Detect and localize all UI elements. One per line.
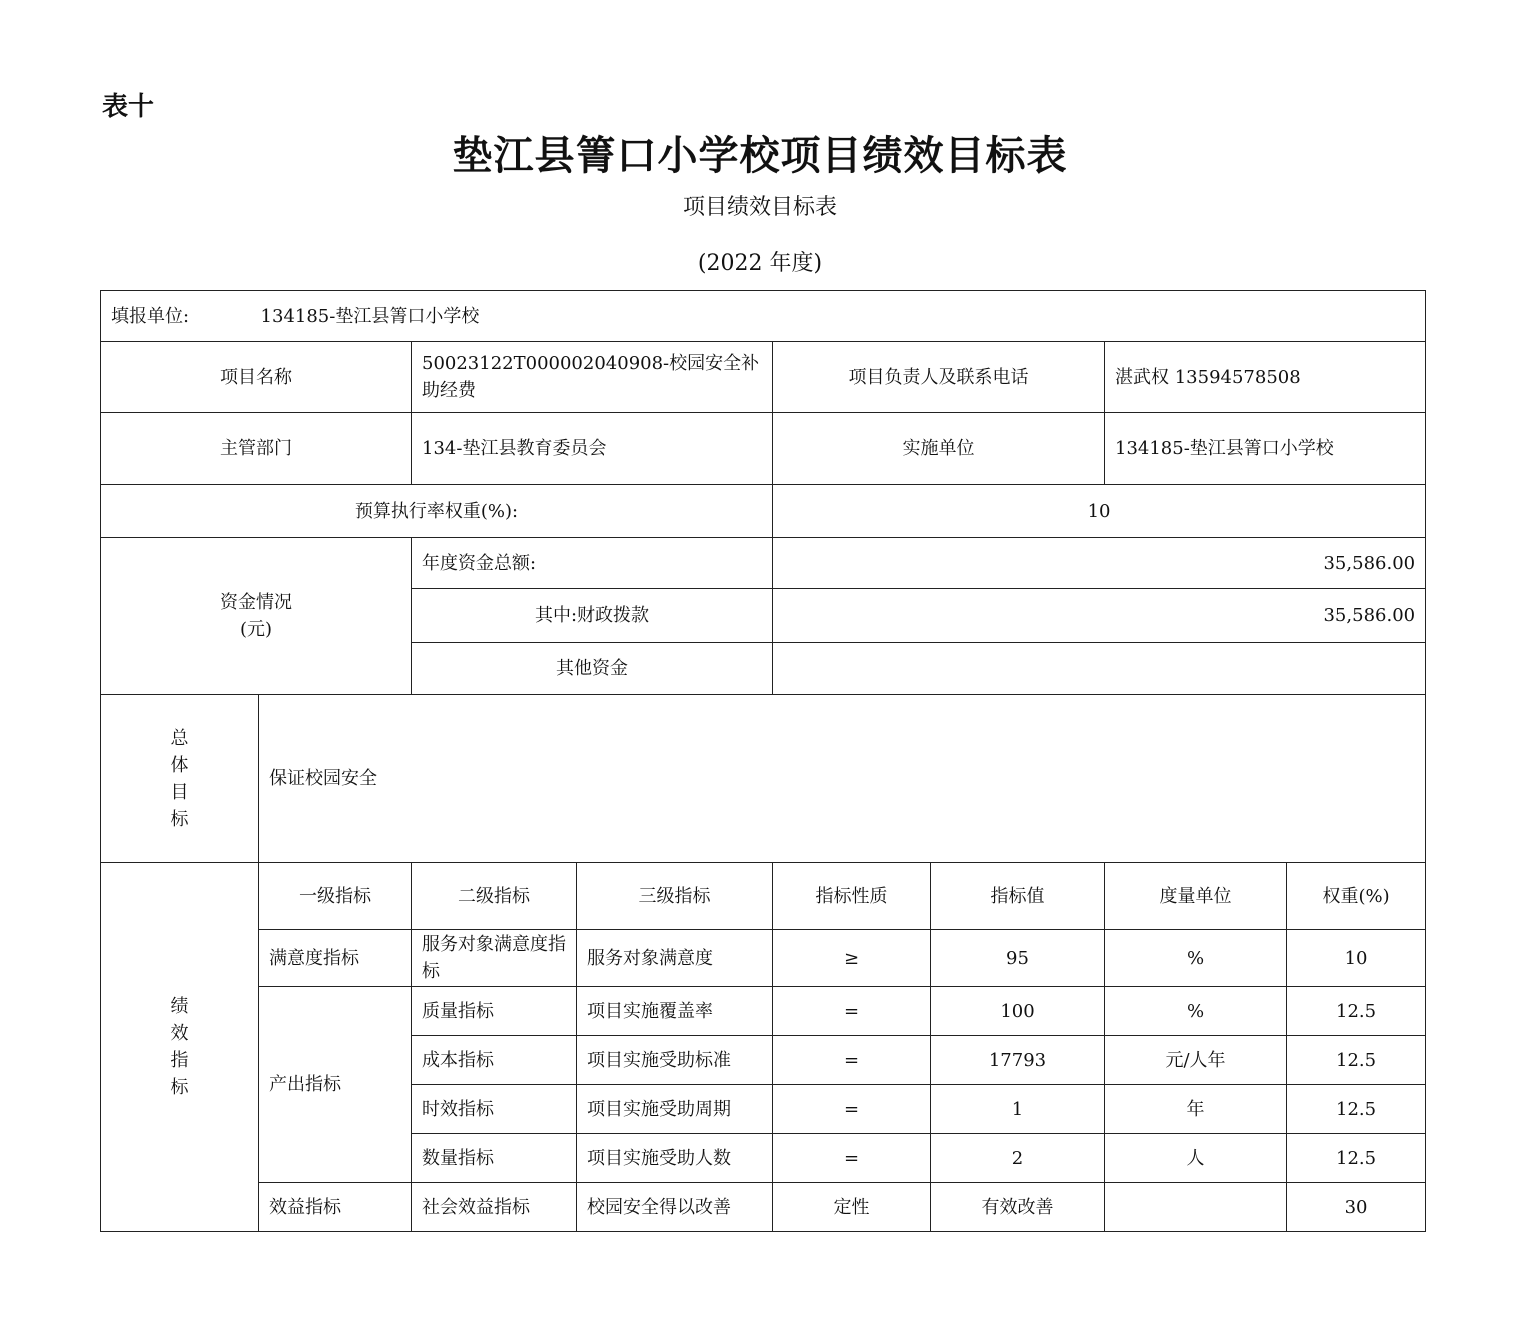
funds-label-line2: (元) — [239, 619, 273, 640]
weight-cell: 12.5 — [1287, 1134, 1426, 1183]
level2-cell: 服务对象满意度指标 — [412, 930, 577, 987]
fill-unit-value: 134185-垫江县箐口小学校 — [260, 305, 480, 327]
performance-table — [100, 290, 1426, 1232]
weight-cell: 12.5 — [1287, 987, 1426, 1036]
nature-cell: = — [773, 987, 931, 1036]
page-title: 垫江县箐口小学校项目绩效目标表 — [452, 132, 1068, 179]
weight-cell: 12.5 — [1287, 1036, 1426, 1085]
level2-cell: 数量指标 — [412, 1134, 577, 1183]
unit-cell: 年 — [1105, 1085, 1287, 1134]
table-row — [101, 1183, 1426, 1232]
department-row — [101, 413, 1426, 485]
header-nature: 指标性质 — [773, 863, 931, 930]
header-unit: 度量单位 — [1105, 863, 1287, 930]
nature-cell: = — [773, 1134, 931, 1183]
table-label: 表十 — [102, 92, 155, 122]
funds-total-label: 年度资金总额: — [412, 538, 773, 589]
weight-cell: 10 — [1287, 930, 1426, 987]
funds-total-row — [101, 538, 1426, 589]
project-contact-value: 湛武权 13594578508 — [1105, 342, 1426, 413]
unit-cell: % — [1105, 987, 1287, 1036]
level2-cell: 社会效益指标 — [412, 1183, 577, 1232]
unit-cell: % — [1105, 930, 1287, 987]
funds-other-label: 其他资金 — [412, 643, 773, 695]
level1-cell: 满意度指标 — [259, 930, 412, 987]
fill-unit-row — [101, 291, 1426, 342]
nature-cell: = — [773, 1036, 931, 1085]
project-contact-label: 项目负责人及联系电话 — [773, 342, 1105, 413]
value-cell: 100 — [931, 987, 1105, 1036]
level3-cell: 项目实施覆盖率 — [577, 987, 773, 1036]
header-value: 指标值 — [931, 863, 1105, 930]
goal-label-char: 标 — [170, 808, 189, 830]
nature-cell: 定性 — [773, 1183, 931, 1232]
nature-cell: ≥ — [773, 930, 931, 987]
dept-label: 主管部门 — [101, 413, 412, 485]
indicator-header-row — [101, 863, 1426, 930]
fill-unit-cell — [101, 291, 1426, 342]
level2-cell: 时效指标 — [412, 1085, 577, 1134]
funds-label — [101, 538, 412, 695]
unit-cell: 人 — [1105, 1134, 1287, 1183]
funds-fiscal-value: 35,586.00 — [773, 589, 1426, 643]
level1-cell: 产出指标 — [259, 987, 412, 1183]
level3-cell: 项目实施受助标准 — [577, 1036, 773, 1085]
value-cell: 有效改善 — [931, 1183, 1105, 1232]
value-cell: 1 — [931, 1085, 1105, 1134]
level1-cell: 效益指标 — [259, 1183, 412, 1232]
year-label: (2022 年度) — [697, 251, 823, 276]
indicator-label-char: 指 — [170, 1050, 189, 1071]
header-weight: 权重(%) — [1287, 863, 1426, 930]
level2-cell: 质量指标 — [412, 987, 577, 1036]
weight-cell: 30 — [1287, 1183, 1426, 1232]
unit-cell — [1105, 1183, 1287, 1232]
value-cell: 17793 — [931, 1036, 1105, 1085]
goal-label-char: 目 — [170, 781, 189, 803]
budget-weight-label: 预算执行率权重(%): — [101, 485, 773, 538]
project-name-value: 50023122T000002040908-校园安全补助经费 — [412, 342, 773, 413]
budget-weight-value: 10 — [773, 485, 1426, 538]
nature-cell: = — [773, 1085, 931, 1134]
goal-row — [101, 695, 1426, 863]
indicator-label-char: 绩 — [170, 996, 189, 1017]
funds-label-line1: 资金情况 — [220, 592, 292, 613]
goal-label — [101, 695, 259, 863]
indicator-label-char: 效 — [170, 1023, 189, 1044]
page-subtitle: 项目绩效目标表 — [682, 195, 837, 220]
goal-label-char: 总 — [170, 727, 189, 749]
table-row — [101, 930, 1426, 987]
value-cell: 95 — [931, 930, 1105, 987]
impl-label: 实施单位 — [773, 413, 1105, 485]
funds-fiscal-label: 其中:财政拨款 — [412, 589, 773, 643]
funds-total-value: 35,586.00 — [773, 538, 1426, 589]
project-name-row — [101, 342, 1426, 413]
level3-cell: 校园安全得以改善 — [577, 1183, 773, 1232]
level3-cell: 项目实施受助人数 — [577, 1134, 773, 1183]
dept-value: 134-垫江县教育委员会 — [412, 413, 773, 485]
budget-weight-row — [101, 485, 1426, 538]
table-row — [101, 987, 1426, 1036]
goal-text: 保证校园安全 — [259, 695, 1426, 863]
funds-other-value — [773, 643, 1426, 695]
header-level1: 一级指标 — [259, 863, 412, 930]
unit-cell: 元/人年 — [1105, 1036, 1287, 1085]
level3-cell: 服务对象满意度 — [577, 930, 773, 987]
header-level3: 三级指标 — [577, 863, 773, 930]
goal-label-char: 体 — [170, 754, 189, 776]
impl-value: 134185-垫江县箐口小学校 — [1105, 413, 1426, 485]
fill-unit-label: 填报单位: — [111, 305, 190, 327]
weight-cell: 12.5 — [1287, 1085, 1426, 1134]
value-cell: 2 — [931, 1134, 1105, 1183]
indicator-label-char: 标 — [170, 1077, 189, 1098]
project-name-label: 项目名称 — [101, 342, 412, 413]
indicator-label — [101, 863, 259, 1232]
level3-cell: 项目实施受助周期 — [577, 1085, 773, 1134]
level2-cell: 成本指标 — [412, 1036, 577, 1085]
header-level2: 二级指标 — [412, 863, 577, 930]
